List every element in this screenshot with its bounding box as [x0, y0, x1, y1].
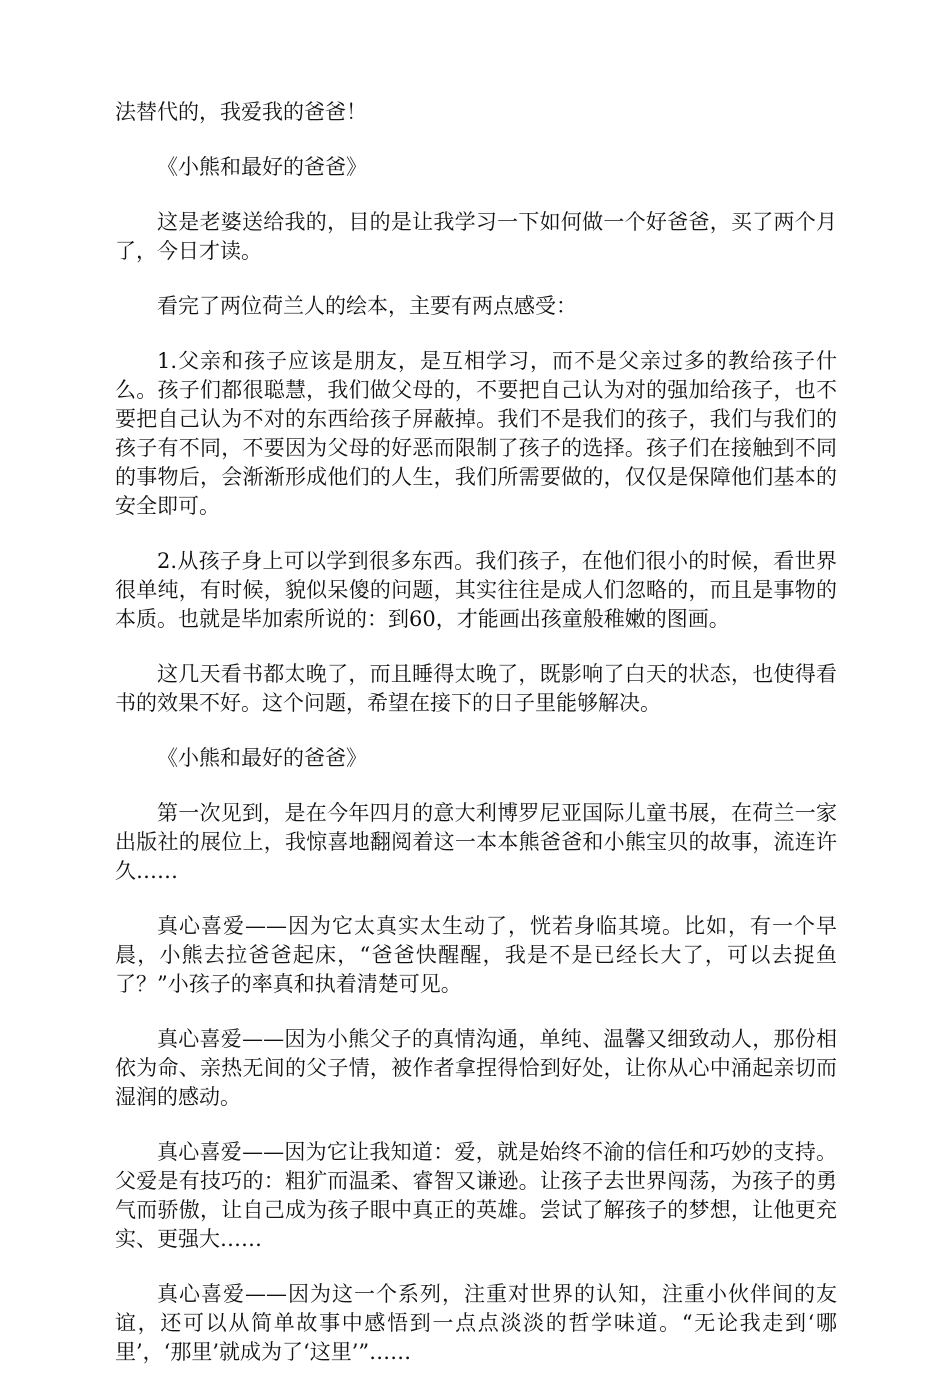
paragraph: 这是老婆送给我的，目的是让我学习一下如何做一个好爸爸，买了两个月了，今日才读。: [115, 210, 837, 263]
book-title: 《小熊和最好的爸爸》: [157, 155, 367, 179]
paragraph: 这几天看书都太晚了，而且睡得太晚了，既影响了白天的状态，也使得看书的效果不好。这个问题，希望在接下的日子里能够解决。: [115, 662, 837, 715]
paragraph: 第一次见到，是在今年四月的意大利博罗尼亚国际儿童书展，在荷兰一家出版社的展位上，我惊喜地翻阅着这一本本熊爸爸和小熊宝贝的故事，流连许久……: [115, 801, 837, 883]
paragraph: 真心喜爱——因为它太真实太生动了，恍若身临其境。比如，有一个早晨，小熊去拉爸爸起床，“爸爸快醒醒，我是不是已经长大了，可以去捉鱼了？”小孩子的率真和执着清楚可见。: [115, 914, 837, 996]
book-title: 《小熊和最好的爸爸》: [157, 746, 367, 770]
paragraph-point-2: 2.从孩子身上可以学到很多东西。我们孩子，在他们很小的时候，看世界很单纯，有时候，貌似呆傻的问题，其实往往是成人们忽略的，而且是事物的本质。也就是毕加索所说的：到60，才能画出孩童般稚嫩的图画。: [115, 549, 837, 631]
paragraph: 看完了两位荷兰人的绘本，主要有两点感受：: [157, 294, 577, 318]
paragraph-point-1: 1.父亲和孩子应该是朋友，是互相学习，而不是父亲过多的教给孩子什么。孩子们都很聪慧，我们做父母的，不要把自己认为对的强加给孩子，也不要把自己认为不对的东西给孩子屏蔽掉。我们不是我们的孩子，我们与我们的孩子有不同，不要因为父母的好恶而限制了孩子的选择。孩子们在接触到不同的事物后，会渐渐形成他们的人生，我们所需要做的，仅仅是保障他们基本的安全即可。: [115, 349, 837, 518]
paragraph: 真心喜爱——因为小熊父子的真情沟通，单纯、温馨又细致动人，那份相依为命、亲热无间的父子情，被作者拿捏得恰到好处，让你从心中涌起亲切而湿润的感动。: [115, 1027, 837, 1109]
paragraph: 真心喜爱——因为这一个系列，注重对世界的认知，注重小伙伴间的友谊，还可以从简单故事中感悟到一点点淡淡的哲学味道。“无论我走到‘哪里’，‘那里’就成为了‘这里’”……: [115, 1282, 837, 1364]
paragraph-continuation: 法替代的，我爱我的爸爸！: [115, 100, 367, 124]
paragraph: 真心喜爱——因为它让我知道：爱，就是始终不渝的信任和巧妙的支持。父爱是有技巧的：粗犷而温柔、睿智又谦逊。让孩子去世界闯荡，为孩子的勇气而骄傲，让自己成为孩子眼中真正的英雄。尝试了解孩子的梦想，让他更充实、更强大……: [115, 1140, 837, 1251]
document-page: [115, 98, 837, 1393]
